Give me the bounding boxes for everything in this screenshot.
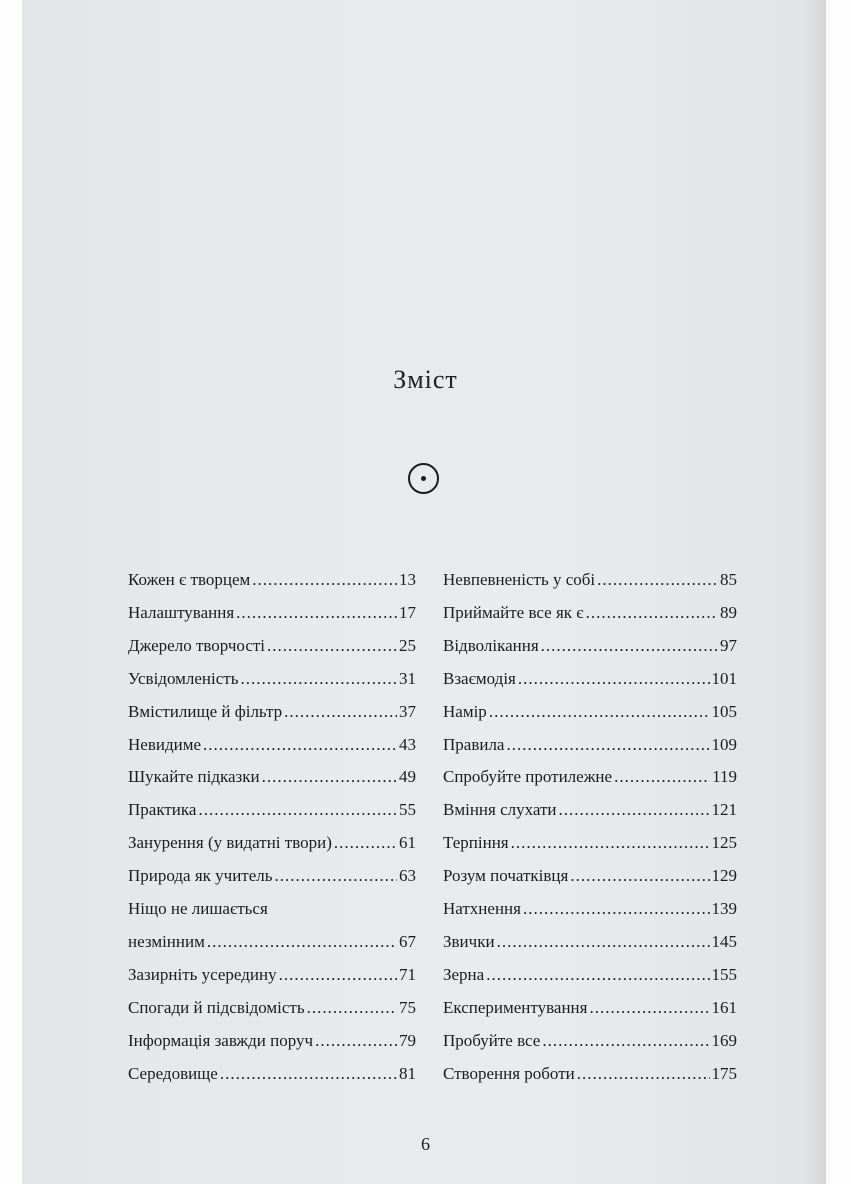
toc-entry-title: Налаштування bbox=[128, 602, 235, 622]
toc-entry-title: Невидиме bbox=[128, 734, 201, 754]
toc-entry-title-line: Ніщо не лишається bbox=[128, 899, 268, 919]
toc-entry-title: Середовище bbox=[128, 1063, 218, 1083]
toc-entry-title: Кожен є творцем bbox=[128, 570, 251, 589]
toc-entry-title: Невпевненість у собі bbox=[443, 570, 596, 589]
toc-entry-title: Усвідомленість bbox=[128, 668, 239, 688]
dot-leader bbox=[541, 630, 718, 663]
toc-entry-page: 31 bbox=[399, 668, 416, 688]
toc-entry-page: 37 bbox=[399, 701, 416, 721]
toc-entry-title: Створення роботи bbox=[443, 1063, 575, 1083]
dot-leader bbox=[240, 663, 397, 696]
toc-entry-title: Джерело творчості bbox=[128, 635, 266, 655]
toc-entry[interactable] bbox=[443, 1025, 737, 1058]
dot-leader bbox=[220, 1058, 397, 1091]
toc-entry-page: 121 bbox=[711, 800, 737, 820]
dot-leader bbox=[236, 597, 397, 630]
dot-leader bbox=[203, 729, 397, 762]
toc-entry-page: 97 bbox=[720, 635, 737, 655]
toc-entry-page: 85 bbox=[720, 570, 737, 589]
toc-entry[interactable] bbox=[443, 794, 737, 827]
toc-entry[interactable] bbox=[128, 696, 416, 729]
toc-entry-page: 169 bbox=[711, 1030, 737, 1050]
dot-leader bbox=[207, 926, 397, 959]
toc-entry[interactable] bbox=[443, 926, 737, 959]
toc-entry-page: 125 bbox=[711, 833, 737, 853]
toc-entry-title: Звички bbox=[443, 931, 495, 951]
toc-entry-page: 109 bbox=[711, 734, 737, 754]
toc-entry[interactable] bbox=[128, 926, 416, 959]
toc-entry-title: Спробуйте протилежне bbox=[443, 767, 613, 787]
dot-leader bbox=[497, 926, 710, 959]
dot-leader bbox=[506, 729, 709, 762]
toc-entry[interactable] bbox=[443, 729, 737, 762]
toc-entry[interactable] bbox=[443, 597, 737, 630]
toc-entry-page: 79 bbox=[399, 1030, 416, 1050]
toc-entry-page: 71 bbox=[399, 964, 416, 984]
toc-entry-title: Взаємодія bbox=[443, 668, 516, 688]
toc-entry-page: 81 bbox=[399, 1063, 416, 1083]
toc-entry-title: Розум початківця bbox=[443, 866, 569, 886]
toc-entry[interactable] bbox=[128, 959, 416, 992]
toc-entry-page: 139 bbox=[711, 899, 737, 919]
toc-entry-page: 61 bbox=[399, 833, 416, 853]
toc-entry-title: Відволікання bbox=[443, 635, 539, 655]
toc-entry[interactable] bbox=[128, 564, 416, 597]
toc-entry-page: 129 bbox=[711, 866, 737, 886]
toc-entry[interactable] bbox=[443, 959, 737, 992]
toc-entry-title: Правила bbox=[443, 734, 505, 754]
toc-entry-title: Занурення (у видатні твори) bbox=[128, 833, 332, 853]
dot-leader bbox=[307, 992, 397, 1025]
toc-entry-page: 43 bbox=[399, 734, 416, 754]
dot-leader bbox=[334, 827, 397, 860]
toc-entry-title: Зерна bbox=[443, 964, 485, 984]
toc-entry-page: 105 bbox=[711, 701, 737, 721]
toc-entry[interactable] bbox=[443, 761, 737, 794]
page-title: Зміст bbox=[393, 365, 458, 394]
toc-entry-page: 89 bbox=[720, 602, 737, 622]
toc-entry[interactable] bbox=[128, 794, 416, 827]
circle-dot-ornament-icon bbox=[408, 463, 439, 494]
toc-entry[interactable] bbox=[128, 1058, 416, 1091]
toc-entry-title: Натхнення bbox=[443, 899, 521, 919]
toc-entry-title: Інформація завжди поруч bbox=[128, 1030, 314, 1050]
toc-entry[interactable] bbox=[128, 992, 416, 1025]
dot-leader bbox=[518, 663, 710, 696]
toc-entry-page: 155 bbox=[711, 964, 737, 984]
toc-entry-page: 13 bbox=[399, 570, 416, 589]
toc-entry-page: 25 bbox=[399, 635, 416, 655]
dot-leader bbox=[279, 959, 397, 992]
toc-entry-page: 67 bbox=[399, 931, 416, 951]
toc-entry-title: Намір bbox=[443, 701, 487, 721]
toc-entry-page: 101 bbox=[711, 668, 737, 688]
toc-entry[interactable] bbox=[128, 630, 416, 663]
dot-leader bbox=[262, 761, 397, 794]
dot-leader bbox=[511, 827, 710, 860]
toc-entry[interactable] bbox=[443, 992, 737, 1025]
dot-leader bbox=[284, 696, 397, 729]
toc-entry[interactable] bbox=[443, 893, 737, 926]
dot-leader bbox=[542, 1025, 709, 1058]
toc-entry-page: 119 bbox=[712, 767, 737, 787]
toc-entry[interactable] bbox=[128, 1025, 416, 1058]
toc-entry-page: 49 bbox=[399, 767, 416, 787]
dot-leader bbox=[597, 564, 718, 597]
toc-entry[interactable] bbox=[443, 663, 737, 696]
toc-entry[interactable] bbox=[443, 860, 737, 893]
page-number: 6 bbox=[421, 1134, 430, 1154]
dot-leader bbox=[570, 860, 709, 893]
toc-entry[interactable] bbox=[128, 663, 416, 696]
toc-entry-title: Вміння слухати bbox=[443, 800, 557, 820]
toc-left-column bbox=[128, 564, 416, 1091]
toc-entry[interactable] bbox=[128, 761, 416, 794]
toc-entry[interactable] bbox=[128, 597, 416, 630]
toc-entry-title: незмінним bbox=[128, 931, 205, 951]
dot-leader bbox=[489, 696, 710, 729]
toc-entry-title: Вмістилище й фільтр bbox=[128, 701, 283, 721]
toc-entry[interactable] bbox=[443, 564, 737, 597]
toc-entry[interactable] bbox=[443, 696, 737, 729]
toc-entry-title: Пробуйте все bbox=[443, 1030, 541, 1050]
dot-leader bbox=[586, 597, 718, 630]
toc-entry-title: Приймайте все як є bbox=[443, 602, 584, 622]
dot-leader bbox=[523, 893, 710, 926]
toc-entry[interactable] bbox=[443, 827, 737, 860]
dot-leader bbox=[252, 564, 397, 597]
toc-entry-title: Експериментування bbox=[443, 997, 588, 1017]
dot-leader bbox=[267, 630, 397, 663]
toc-entry-title: Природа як учитель bbox=[128, 866, 273, 886]
dot-leader bbox=[577, 1058, 710, 1091]
dot-leader bbox=[614, 761, 710, 794]
dot-leader bbox=[559, 794, 710, 827]
toc-entry-title: Зазирніть усередину bbox=[128, 964, 277, 984]
dot-leader bbox=[589, 992, 709, 1025]
toc-entry-title: Терпіння bbox=[443, 833, 509, 853]
toc-entry-title: Спогади й підсвідомість bbox=[128, 997, 305, 1017]
toc-entry-title: Практика bbox=[128, 800, 197, 820]
toc-entry[interactable] bbox=[128, 860, 416, 893]
dot-leader bbox=[275, 860, 397, 893]
toc-entry-page: 63 bbox=[399, 866, 416, 886]
toc-entry-page: 175 bbox=[711, 1063, 737, 1083]
toc-right-column bbox=[443, 564, 737, 1091]
toc-entry[interactable] bbox=[443, 1058, 737, 1091]
dot-leader bbox=[486, 959, 709, 992]
dot-leader bbox=[198, 794, 397, 827]
toc-entry-page: 161 bbox=[711, 997, 737, 1017]
toc-entry-page: 145 bbox=[711, 931, 737, 951]
toc-entry[interactable] bbox=[128, 827, 416, 860]
dot-leader bbox=[315, 1025, 397, 1058]
toc-entry[interactable] bbox=[443, 630, 737, 663]
toc-entry[interactable] bbox=[128, 729, 416, 762]
toc-entry-page: 55 bbox=[399, 800, 416, 820]
toc-entry-page: 17 bbox=[399, 602, 416, 622]
toc-entry-title: Шукайте підказки bbox=[128, 767, 260, 787]
toc-entry-page: 75 bbox=[399, 997, 416, 1017]
